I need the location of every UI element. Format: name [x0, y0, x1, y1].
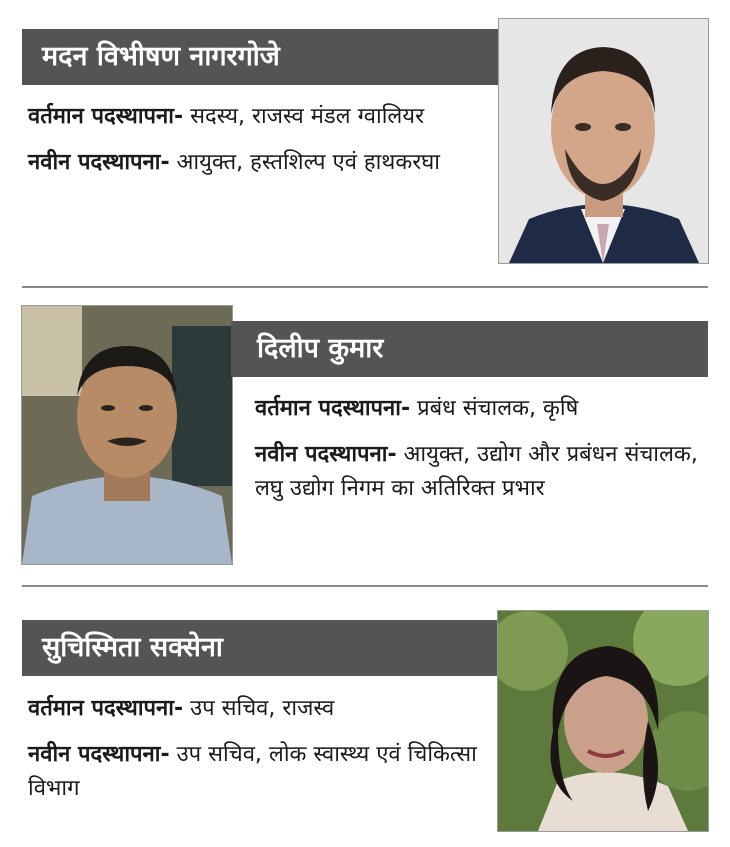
current-posting-value: सदस्य, राजस्व मंडल ग्वालियर	[183, 104, 425, 129]
current-posting-label: वर्तमान पदस्थापना-	[255, 396, 411, 421]
current-posting-label: वर्तमान पदस्थापना-	[28, 696, 184, 721]
new-posting-value: आयुक्त, उद्योग और प्रबंधन संचालक, लघु उद्योग निगम का अतिरिक्त प्रभार	[255, 442, 698, 501]
current-posting	[255, 392, 705, 426]
new-posting	[28, 738, 488, 806]
new-posting-label: नवीन पदस्थापना-	[255, 442, 397, 467]
current-posting-value: प्रबंध संचालक, कृषि	[410, 396, 579, 421]
section-divider-2	[22, 585, 708, 587]
new-posting-label: नवीन पदस्थापना-	[28, 150, 170, 175]
person-name-bar-1	[22, 29, 498, 85]
new-posting-value: उप सचिव, लोक स्वास्थ्य एवं चिकित्सा विभाग	[28, 742, 477, 801]
person-info-2	[255, 392, 705, 518]
person-name: मदन विभीषण नागरगोजे	[42, 41, 280, 72]
current-posting-value: उप सचिव, राजस्व	[183, 696, 335, 721]
person-info-3	[28, 692, 488, 818]
new-posting-label: नवीन पदस्थापना-	[28, 742, 170, 767]
current-posting	[28, 692, 488, 726]
portrait-photo-2	[21, 305, 233, 565]
person-info-1	[28, 100, 488, 192]
new-posting	[28, 146, 488, 180]
person-name-bar-3	[22, 620, 498, 676]
portrait-photo-1	[498, 18, 709, 264]
person-name-bar-2	[231, 321, 708, 377]
new-posting	[255, 438, 705, 506]
person-name: सुचिस्मिता सक्सेना	[42, 632, 223, 663]
section-divider-1	[22, 286, 708, 288]
current-posting-label: वर्तमान पदस्थापना-	[28, 104, 184, 129]
current-posting	[28, 100, 488, 134]
portrait-photo-3	[497, 610, 709, 832]
new-posting-value: आयुक्त, हस्तशिल्प एवं हाथकरघा	[169, 150, 440, 175]
person-name: दिलीप कुमार	[257, 333, 384, 364]
